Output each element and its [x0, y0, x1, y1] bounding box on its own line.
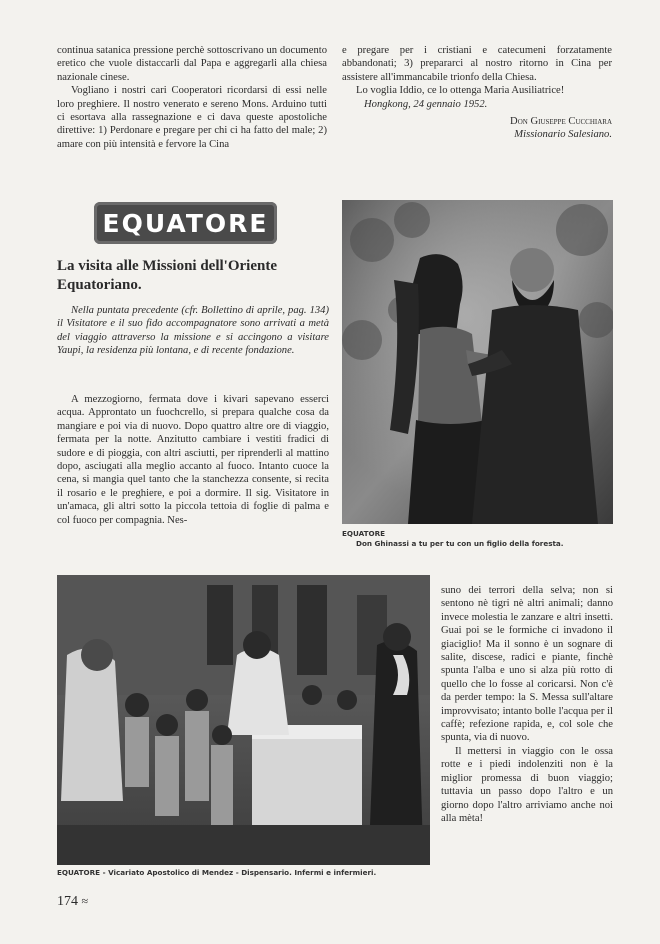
photo1-caption-title: EQUATORE: [342, 529, 386, 538]
paragraph: Il mettersi in viaggio con le ossa rotte e i piedi indolenziti non è la miglior promessa di buon viaggio; tuttavia un passo dopo l'altro e un giorno dopo l'altro arriviamo anche noi alla mèta!: [441, 745, 613, 824]
section-banner-label: EQUATORE: [102, 208, 269, 238]
signature-name: Don Giuseppe Cucchiara: [510, 116, 612, 128]
paragraph: Vogliano i nostri cari Cooperatori ricordarsi di essi nelle loro preghiere. Il nostro venerato e sereno Mons. Arduino tutti ci esortava alla rassegnazione e ci dava queste apostoliche direttive: 1) Perdonare e pregare per chi ci ha fatto del male; 2) amare con più intensità e fervore la Cina: [57, 85, 327, 150]
paragraph: e pregare per i cristiani e catecumeni forzatamente abbandonati; 3) prepararci al nostro ritorno in Cina per assistere all'immancabile trionfo della Chiesa.: [342, 45, 612, 83]
signature-title: Missionario Salesiano.: [514, 129, 612, 141]
paragraph: Lo voglia Iddio, ce lo ottenga Maria Ausiliatrice!: [356, 85, 565, 97]
photo-dispensary-group: [57, 575, 430, 865]
continuation-column-right: [342, 44, 612, 142]
dateline: Hongkong, 24 gennaio 1952.: [364, 98, 488, 110]
section-banner: [94, 202, 277, 244]
paragraph: A mezzogiorno, fermata dove i kivari sapevano esserci acqua. Approntato un fuochcrello, si prepara qualche cosa da mangiare e poi via di nuovo. Dopo quattro altre ore di viaggio, fermata per la notte. Anzitutto cambiare i vestiti fradici di sudore e di pioggia, con altri asciutti, per riprenderli al mattino dopo, asciugati alla meglio accanto al fuoco. Intanto cuoce la cena, si mangia quel tanto che la stanchezza consente, si recita il rosario e le preghiere, e poi a dormire. Il sig. Visitatore in un'amaca, gli altri sotto la piccola tettoia di foglie di palma e col fuoco per compagnia. Nes-: [57, 394, 329, 526]
photo1-caption: [342, 529, 617, 549]
page-number-value: 174: [57, 894, 78, 909]
article-intro: [57, 304, 329, 358]
page-number: [57, 894, 88, 910]
continuation-column-left: [57, 44, 327, 151]
photo2-caption: EQUATORE - Vicariato Apostolico di Mendez - Dispensario. Infermi e infermieri.: [57, 868, 377, 877]
article-body-right: [441, 584, 613, 825]
folio-ornament-icon: ≈: [81, 894, 89, 908]
photo-missionary-and-native: [342, 200, 613, 524]
paragraph: suno dei terrori della selva; non si sentono nè tigri nè altri animali; danno invece molestia le zanzare e altri insetti. Guai poi se le formiche ci invadono il giaciglio! Ma il sonno è un sognare di salite, discese, radici e piante, finchè spunta l'alba e uno si alza più rotto di quello che lo fosse al coricarsi. Non c'è da perder tempo: la S. Messa sull'altare improvvisato; intanto bolle l'acqua per il caffè; refezione rapida, e, col sole che spunta, via di nuovo.: [441, 585, 613, 744]
article-headline: La visita alle Missioni dell'Oriente Equatoriano.: [57, 258, 277, 293]
photo1-caption-text: Don Ghinassi a tu per tu con un figlio della foresta.: [356, 539, 564, 548]
intro-paragraph: Nella puntata precedente (cfr. Bollettino di aprile, pag. 134) il Visitatore e il suo fido accompagnatore sono arrivati a metà del viaggio attraverso la missione e si accingono a visitare Yaupi, la residenza più lontana, e di recente fondazione.: [57, 305, 329, 357]
article-body-left: [57, 393, 329, 527]
paragraph: continua satanica pressione perchè sottoscrivano un documento eretico che vuole distaccarli dal Papa e aggregarli alla chiesa nazionale cinese.: [57, 45, 327, 83]
